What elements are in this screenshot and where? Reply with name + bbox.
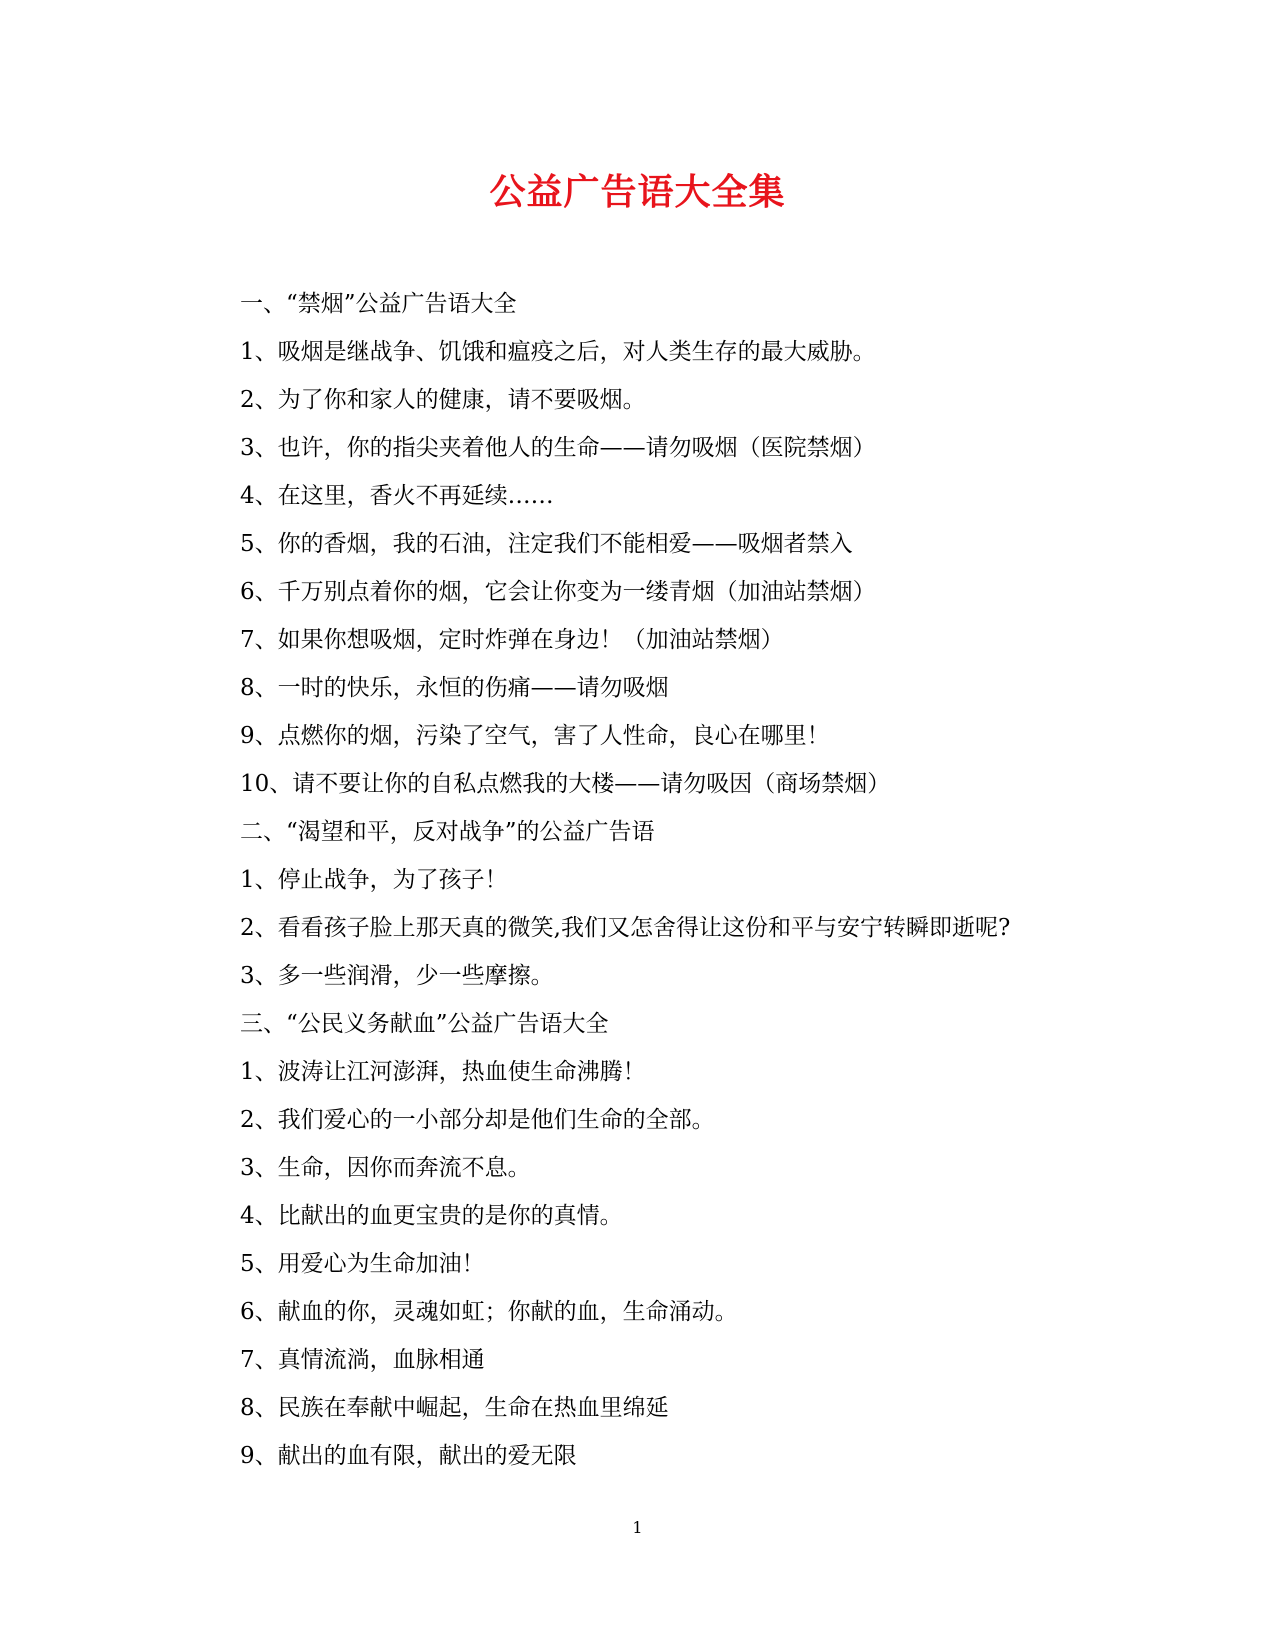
list-item: 1、波涛让江河澎湃，热血使生命沸腾！ [240,1059,646,1085]
section-heading: 二、“渴望和平，反对战争”的公益广告语 [240,819,655,845]
list-item: 6、献血的你，灵魂如虹；你献的血，生命涌动。 [240,1299,738,1325]
list-item: 3、多一些润滑，少一些摩擦。 [240,963,554,989]
list-item: 2、看看孩子脸上那天真的微笑,我们又怎舍得让这份和平与安宁转瞬即逝呢? [240,915,1011,941]
list-item: 1、吸烟是继战争、饥饿和瘟疫之后，对人类生存的最大威胁。 [240,339,876,365]
list-item: 3、生命，因你而奔流不息。 [240,1155,531,1181]
page-number: 1 [632,1518,643,1537]
list-item: 6、千万别点着你的烟，它会让你变为一缕青烟（加油站禁烟） [240,579,876,605]
section-heading: 三、“公民义务献血”公益广告语大全 [240,1011,609,1037]
list-item: 7、如果你想吸烟，定时炸弹在身边！（加油站禁烟） [240,627,784,653]
list-item: 2、我们爱心的一小部分却是他们生命的全部。 [240,1107,715,1133]
list-item: 5、用爱心为生命加油！ [240,1251,485,1277]
section-heading: 一、“禁烟”公益广告语大全 [240,291,517,317]
list-item: 8、民族在奉献中崛起，生命在热血里绵延 [240,1395,669,1421]
list-item: 9、点燃你的烟，污染了空气，害了人性命，良心在哪里！ [240,723,830,749]
list-item: 4、在这里，香火不再延续…… [240,483,554,509]
list-item: 3、也许，你的指尖夹着他人的生命——请勿吸烟（医院禁烟） [240,435,876,461]
list-item: 10、请不要让你的自私点燃我的大楼——请勿吸因（商场禁烟） [240,771,891,797]
list-item: 8、一时的快乐，永恒的伤痛——请勿吸烟 [240,675,669,701]
list-item: 4、比献出的血更宝贵的是你的真情。 [240,1203,623,1229]
list-item: 7、真情流淌，血脉相通 [240,1347,485,1373]
list-item: 1、停止战争，为了孩子！ [240,867,508,893]
list-item: 5、你的香烟，我的石油，注定我们不能相爱——吸烟者禁入 [240,531,853,557]
document-title: 公益广告语大全集 [489,171,786,213]
list-item: 9、献出的血有限，献出的爱无限 [240,1443,577,1469]
list-item: 2、为了你和家人的健康，请不要吸烟。 [240,387,646,413]
document-body [240,280,1220,1480]
